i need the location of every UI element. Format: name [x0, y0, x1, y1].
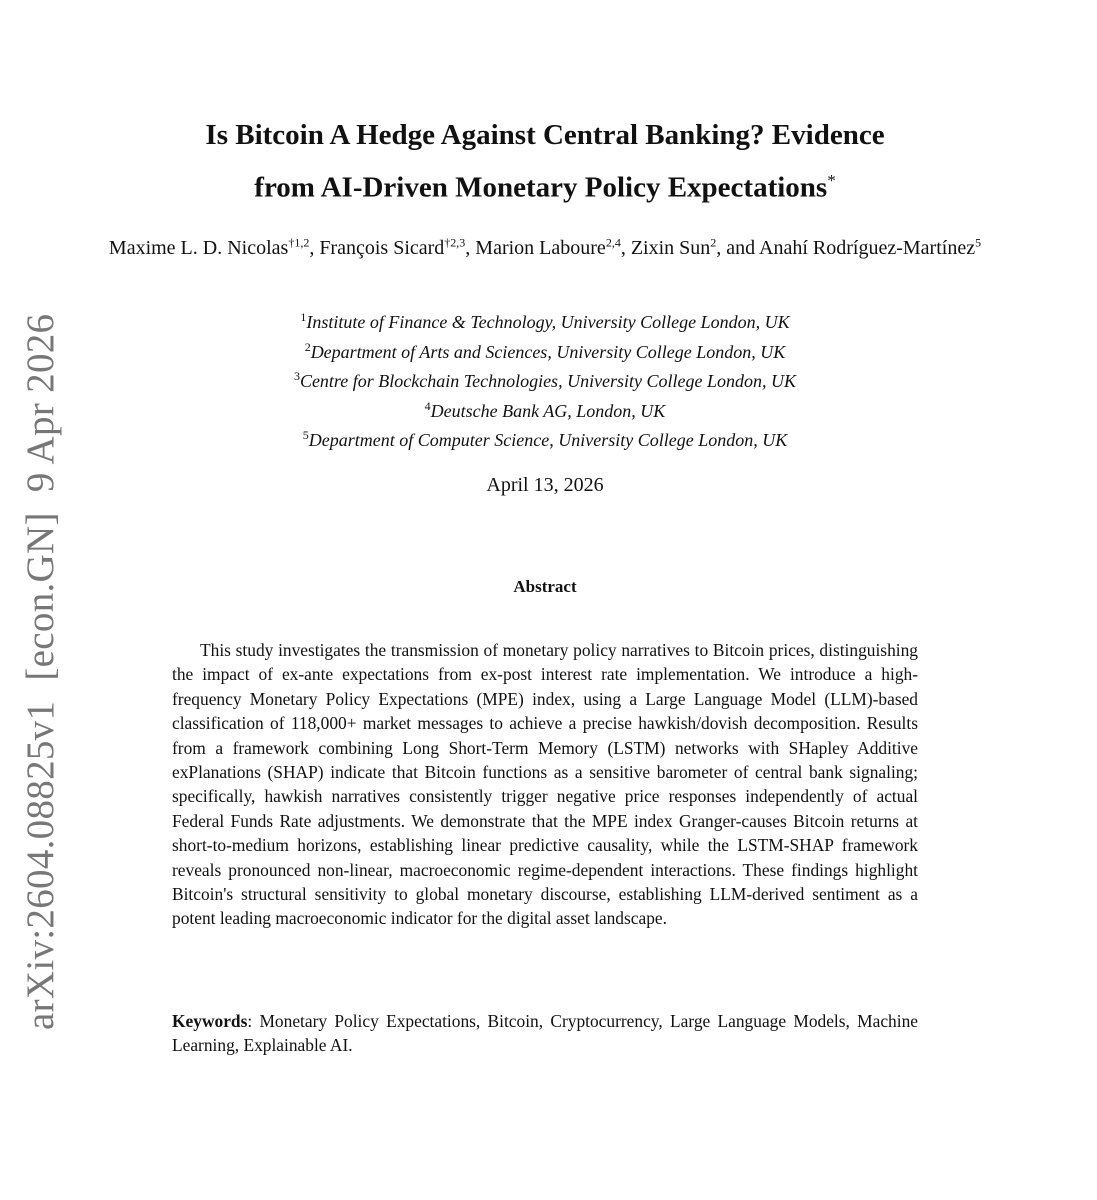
author-separator: , [309, 236, 320, 259]
abstract-heading: Abstract [513, 577, 577, 596]
affiliation-4 [100, 394, 990, 424]
affiliation-2 [100, 335, 990, 365]
affiliation-number: 4 [424, 398, 431, 413]
affiliation-text: Department of Arts and Sciences, University College London, UK [310, 341, 786, 362]
author-2 [319, 237, 475, 259]
arxiv-stamp: arXiv:2604.08825v1 [econ.GN] 9 Apr 2026 [19, 313, 62, 1030]
title-line-2 [100, 158, 990, 211]
title-footnote-mark: * [827, 171, 836, 190]
author-name: Anahí Rodríguez-Martínez [759, 236, 976, 259]
affiliation-number: 3 [293, 369, 300, 383]
author-5 [759, 237, 981, 259]
author-affil-marks: 2 [710, 235, 717, 249]
author-affil-marks: 2,4 [605, 235, 621, 249]
affiliation-1 [100, 305, 990, 335]
author-separator: , [465, 236, 476, 259]
keywords-paragraph [172, 1009, 918, 1058]
author-1 [109, 237, 319, 259]
author-4 [631, 237, 759, 259]
author-name: François Sicard [319, 236, 445, 259]
paper-title [100, 112, 990, 211]
affiliation-5 [100, 423, 990, 453]
abstract-body: This study investigates the transmission of monetary policy narratives to Bitcoin prices, distinguishing the impact of ex-ante expectations from ex-post interest rate implementation. We introduce a high-frequency Monetary Policy Expectations (MPE) index, using a Large Language Model (LLM)-based classification of 118,000+ market messages to achieve a precise hawkish/dovish decomposition. Results from a framework combining Long Short-Term Memory (LSTM) networks with SHapley Additive exPlanations (SHAP) indicate that Bitcoin functions as a sensitive barometer of central bank signaling; specifically, hawkish narratives consistently trigger negative price responses independently of actual Federal Funds Rate adjustments. We demonstrate that the MPE index Granger-causes Bitcoin returns at short-to-medium horizons, establishing linear predictive causality, while the LSTM-SHAP framework reveals pronounced non-linear, macroeconomic regime-dependent interactions. These findings highlight Bitcoin's structural sensitivity to global monetary discourse, establishing LLM-derived sentiment as a potent leading macroeconomic indicator for the digital asset landscape. [172, 640, 918, 929]
author-3 [475, 237, 631, 259]
publication-date: April 13, 2026 [486, 474, 604, 496]
author-separator: , [620, 236, 631, 259]
author-name: Maxime L. D. Nicolas [108, 236, 289, 259]
keywords-text: : Monetary Policy Expectations, Bitcoin, Cryptocurrency, Large Language Models, Machine Learning, Explainable AI. [172, 1011, 918, 1056]
author-separator: , and [716, 236, 760, 259]
affiliation-text: Institute of Finance & Technology, University College London, UK [306, 312, 790, 332]
affiliation-list [100, 305, 990, 453]
title-line-2-text: from AI-Driven Monetary Policy Expectations [254, 171, 828, 204]
affiliation-3 [100, 364, 990, 394]
title-line-1: Is Bitcoin A Hedge Against Central Banking? Evidence [205, 119, 885, 151]
affiliation-number: 1 [300, 310, 307, 324]
author-affil-marks: 5 [975, 235, 982, 249]
affiliation-text: Department of Computer Science, University College London, UK [308, 430, 788, 450]
author-list [100, 228, 990, 262]
affiliation-number: 5 [302, 428, 309, 442]
author-name: Zixin Sun [630, 236, 711, 259]
author-affil-marks: †2,3 [444, 235, 466, 249]
affiliation-text: Centre for Blockchain Technologies, University College London, UK [299, 371, 797, 391]
author-name: Marion Laboure [475, 236, 606, 259]
affiliation-number: 2 [304, 339, 311, 354]
author-affil-marks: †1,2 [288, 235, 310, 249]
keywords-label: Keywords [172, 1011, 248, 1031]
affiliation-text: Deutsche Bank AG, London, UK [430, 400, 666, 421]
